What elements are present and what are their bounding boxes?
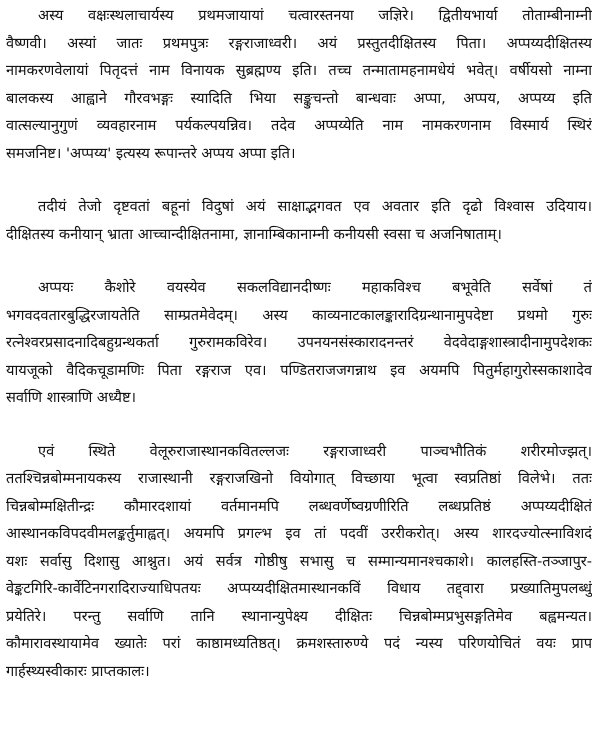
text-line: भगवदवतारबुद्धिरजायतेति साम्प्रतमेवेदम्। अस्य काव्यनाटकालङ्कारादिग्रन्थानामुपदेष्टा प्रथमो गुरुः — [6, 306, 592, 324]
paragraph-1 — [6, 2, 592, 167]
paragraph-4 — [6, 438, 592, 686]
paragraph-2 — [6, 193, 592, 248]
text-line: प्रयेतिरे। परन्तु सर्वाणि तानि स्थानान्युपेक्ष्य दीक्षितः चिन्नबोम्मप्रभुसङ्गतिमेव बह्वमन्यत। — [6, 607, 592, 625]
text-line: आस्थानकविपदवीमलङ्कर्तुमाह्वत्। अयमपि प्रगल्भ इव तां पदवीं उररीकरोत्। अस्य शारदज्योत्स्नाविशदं — [6, 525, 592, 542]
text-line: दीक्षितस्य कनीयान् भ्राता आच्चान्दीक्षितनामा, ज्ञानाम्बिकानाम्नी कनीयसी स्वसा च अजनिषाताम्। — [6, 225, 502, 243]
text-line: वैष्णवी। अस्यां जातः प्रथमपुत्रः रङ्गराजाध्वरी। अयं प्रस्तुतदीक्षितस्य पिता। अप्पय्यदीक्षितस्य — [6, 34, 592, 52]
text-line: ततश्चिन्नबोम्मनायकस्य राजास्थानी रङ्गराजखिनो वियोगात् विच्छाया भूत्वा स्वप्रतिष्ठां विलेभे। ततः — [6, 470, 592, 487]
text-line: वात्सल्यानुगुणं व्यवहारनाम पर्यकल्पयन्निव। तदेव अप्पय्येति नाम नामकरणनाम विस्मार्य स्थिरं — [6, 117, 592, 134]
text-line: एवं स्थिते वेलूरुराजास्थानकवितल्लजः रङ्गराजाध्वरी पाञ्चभौतिकं शरीरमोज्झत्। — [38, 442, 592, 460]
text-line: रत्नेश्वरप्रसादनादिबहुग्रन्थकर्ता गुरुरामकविरेव। उपनयनसंस्कारादनन्तरं वेदवेदाङ्गशास्त्रादीनामुपदेशकः — [6, 334, 592, 351]
text-line: यायजूको वैदिकचूडामणिः पिता रङ्गराज एव। पण्डितराजजगन्नाथ इव अयमपि पितुर्महागुरोस्सकाशादेव — [6, 361, 592, 379]
paragraph-3 — [6, 274, 592, 412]
text-line: सर्वाणि शास्त्राणि अध्यैष्ट। — [6, 389, 137, 406]
text-line: अस्य वक्षःस्थलाचार्यस्य प्रथमजायायां चत्वारस्तनया जज्ञिरे। द्वितीयभार्या तोताम्बीनाम्नी — [38, 7, 592, 24]
text-line: तदीयं तेजो दृष्टवतां बहूनां विदुषां अयं साक्षाद्भगवत एव अवतार इति दृढो विश्वास उदियाय। — [38, 198, 592, 215]
text-line: यशः सर्वासु दिशासु आश्नुत। अयं सर्वत्र गोष्ठीषु सभासु च सम्मान्यमानश्चकाशे। कालहस्ति-तञ्जापुर- — [6, 552, 592, 570]
text-line: वेङ्कटगिरि-कार्वेटिनगरादिराज्याधिपतयः अप्पय्यदीक्षितमास्थानकविं विधाय तद्द्वारा प्रख्यातिमुपलब्धुं — [6, 580, 592, 597]
text-line: बालकस्य आह्वाने गौरवभङ्गः स्यादिति भिया सङ्कुचन्तो बान्धवाः अप्पा, अप्पय, अप्पय्य इति — [6, 89, 592, 107]
text-line: नामकरणवेलायां पितृदत्तं नाम विनायक सुब्रह्मण्य इति। तच्च तन्मातामहनामधेयं भवेत्। वर्षीयसो नाम्ना — [6, 62, 592, 79]
text-line: गार्हस्थ्यस्वीकारः प्राप्तकालः। — [6, 662, 150, 680]
text-line: चिन्नबोम्मक्षितीन्द्रः कौमारदशायां वर्तमानमपि लब्धवर्णेष्वग्रणीरिति लब्धप्रतिष्ठं अप्पय्यदीक्षितं — [6, 497, 592, 515]
text-line: कौमारावस्थायामेव ख्यातेः परां काष्ठामध्यतिष्ठत्। क्रमशस्तारुण्ये पदं न्यस्य परिणयोचितं वयः प्राप — [6, 635, 592, 652]
text-line: अप्पयः कैशोरे वयस्येव सकलविद्यानदीष्णः महाकविश्च बभूवेति सर्वेषां तं — [38, 279, 592, 296]
text-line: समजनिष्ट। 'अप्पय्य' इत्यस्य रूपान्तरे अप्पय अप्पा इति। — [6, 144, 296, 162]
